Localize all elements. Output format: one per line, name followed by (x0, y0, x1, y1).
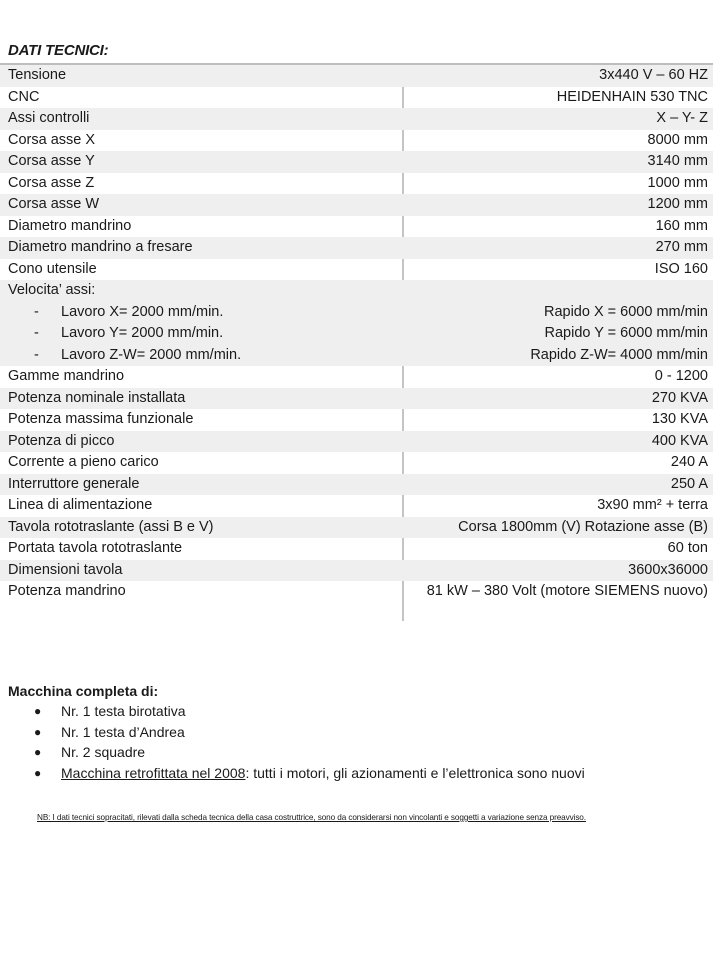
spec-label: Potenza di picco (8, 432, 115, 449)
spec-value: 400 KVA (651, 432, 708, 449)
spec-row-corsa-x (0, 130, 713, 152)
dash-marker: - (34, 325, 39, 341)
disclaimer-note: NB: I dati tecnici sopracitati, rilevati dalla scheda tecnica della casa costruttrice, sono da considerarsi non vincolanti e soggetti a variazione senza preavviso. (37, 813, 586, 822)
velocity-heading: Velocita’ assi: (8, 282, 96, 298)
spec-label: Corrente a pieno carico (8, 454, 159, 470)
spec-row-corsa-y (0, 151, 713, 173)
spec-row-tensione (0, 65, 713, 87)
spec-value: X – Y- Z (656, 110, 708, 126)
spec-row-tavola-rototraslante (0, 517, 713, 539)
spec-row-velocita-assi (0, 280, 713, 366)
spec-row-potenza-massima (0, 409, 713, 431)
spec-row-interruttore (0, 474, 713, 496)
spec-row-corrente (0, 452, 713, 474)
section-title: DATI TECNICI: (8, 42, 109, 59)
velocity-work-label: Lavoro Y= 2000 mm/min. (61, 325, 224, 341)
spec-value: HEIDENHAIN 530 TNC (556, 88, 708, 105)
spec-row-diametro-mandrino (0, 216, 713, 238)
spec-row-dimensioni-tavola (0, 560, 713, 582)
spec-value: 3x440 V – 60 HZ (599, 67, 708, 83)
bullet-icon: ● (34, 765, 42, 780)
spec-row-assi-controlli (0, 108, 713, 130)
spec-label: Dimensioni tavola (8, 561, 123, 578)
velocity-work-label: Lavoro Z-W= 2000 mm/min. (61, 346, 242, 363)
retrofit-highlight: Macchina retrofittata nel 2008 (61, 764, 246, 781)
spec-row-cono-utensile (0, 259, 713, 281)
list-item: ● Nr. 1 testa birotativa (8, 701, 585, 722)
spec-label: CNC (8, 88, 40, 105)
spec-label: Corsa asse X (8, 131, 96, 148)
spec-row-portata-tavola (0, 538, 713, 560)
spec-value: 8000 mm (647, 131, 708, 148)
spec-value: 3x90 mm² + terra (597, 497, 708, 513)
spec-row-cnc (0, 87, 713, 109)
spec-label: Linea di alimentazione (8, 497, 153, 513)
spec-label: Diametro mandrino (8, 217, 132, 234)
equipment-list (8, 701, 585, 783)
spec-value: 160 mm (655, 217, 708, 234)
spec-value: 270 KVA (651, 389, 708, 406)
spec-label: Gamme mandrino (8, 368, 125, 384)
spec-value: 250 A (670, 475, 708, 492)
equipment-section (8, 681, 585, 783)
spec-row-diametro-fresare (0, 237, 713, 259)
equipment-heading: Macchina completa di: (8, 683, 159, 699)
velocity-rapid-value: Rapido Z-W= 4000 mm/min (530, 346, 708, 363)
spec-label: Potenza mandrino (8, 583, 126, 599)
spec-label: Cono utensile (8, 260, 97, 277)
list-item: ● Macchina retrofittata nel 2008: tutti i motori, gli azionamenti e l’elettronica sono nuovi (8, 763, 585, 784)
velocity-line (0, 345, 713, 367)
spec-value: 3600x36000 (628, 561, 708, 578)
spec-value: 60 ton (667, 540, 708, 556)
spec-row-corsa-z (0, 173, 713, 195)
spec-label: Portata tavola rototraslante (8, 540, 183, 556)
spec-label: Diametro mandrino a fresare (8, 239, 193, 255)
spec-value: 3140 mm (647, 153, 708, 169)
spec-row-gamme-mandrino (0, 366, 713, 388)
spec-row-linea-alimentazione (0, 495, 713, 517)
list-item: ● Nr. 1 testa d’Andrea (8, 722, 585, 743)
spec-value: 240 A (670, 454, 708, 470)
spec-row-potenza-nominale (0, 388, 713, 410)
spec-label: Potenza massima funzionale (8, 411, 194, 427)
spec-label: Corsa asse W (8, 196, 100, 212)
spec-label: Interruttore generale (8, 475, 140, 492)
bullet-icon: ● (34, 704, 42, 718)
spec-value: Corsa 1800mm (V) Rotazione asse (B) (458, 518, 708, 535)
spec-value: 1000 mm (647, 174, 708, 191)
spec-value: 130 KVA (651, 411, 708, 427)
spec-label: Corsa asse Z (8, 174, 95, 191)
spec-value: ISO 160 (654, 260, 708, 277)
dash-marker: - (34, 346, 39, 363)
dash-marker: - (34, 303, 39, 320)
spec-label: Assi controlli (8, 110, 90, 126)
spec-label: Tavola rototraslante (assi B e V) (8, 518, 214, 535)
spec-value: 1200 mm (647, 196, 708, 212)
bullet-icon: ● (34, 745, 42, 759)
spec-label: Corsa asse Y (8, 153, 95, 169)
spec-row-potenza-mandrino (0, 581, 713, 603)
velocity-line (0, 323, 713, 345)
list-item: ● Nr. 2 squadre (8, 742, 585, 763)
velocity-work-label: Lavoro X= 2000 mm/min. (61, 303, 224, 320)
spec-value: 0 - 1200 (654, 368, 708, 384)
spec-row-corsa-w (0, 194, 713, 216)
velocity-rapid-value: Rapido Y = 6000 mm/min (544, 325, 708, 341)
spec-label: Tensione (8, 67, 67, 83)
bullet-icon: ● (34, 724, 42, 739)
spec-table (0, 63, 713, 603)
spec-row-potenza-picco (0, 431, 713, 453)
velocity-rapid-value: Rapido X = 6000 mm/min (543, 303, 708, 320)
spec-value: 81 kW – 380 Volt (motore SIEMENS nuovo) (426, 583, 708, 599)
spec-value: 270 mm (655, 239, 708, 255)
velocity-line (0, 302, 713, 324)
spec-label: Potenza nominale installata (8, 389, 186, 406)
